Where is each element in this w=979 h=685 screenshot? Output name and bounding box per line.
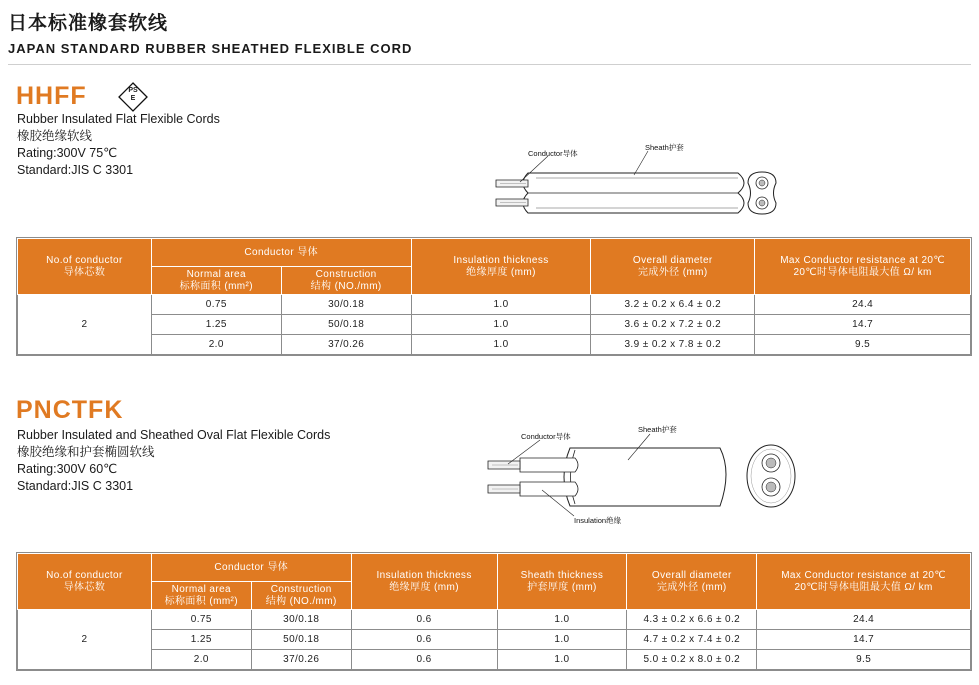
pnctfk-td-construction: 50/0.18: [251, 630, 351, 650]
hhff-th-area: [151, 267, 281, 295]
pnctfk-th-conductor-no-cn: 导体芯数: [63, 581, 106, 593]
hhff-td-construction: 37/0.26: [281, 335, 411, 355]
hhff-spec-table: [17, 238, 971, 355]
hhff-td-area: 0.75: [151, 295, 281, 315]
hhff-desc-cn: 橡胶绝缘软线: [17, 129, 93, 143]
pnctfk-title: PNCTFK: [16, 396, 124, 424]
hhff-th-construction: [281, 267, 411, 295]
hhff-th-conductor-no-en: No.of conductor: [46, 254, 123, 266]
pnctfk-th-sheath-en: Sheath thickness: [520, 569, 604, 581]
page-title-en: JAPAN STANDARD RUBBER SHEATHED FLEXIBLE CORD: [8, 41, 413, 56]
pnctfk-th-area: [151, 582, 251, 610]
hhff-th-diameter-cn: 完成外径 (mm): [637, 266, 708, 278]
hhff-td-resistance: 24.4: [755, 295, 971, 315]
hhff-th-insulation-en: Insulation thickness: [453, 254, 549, 266]
pse-logo-text: [118, 87, 148, 103]
hhff-th-construction-cn: 结构 (NO./mm): [310, 280, 382, 292]
hhff-th-resistance-cn: 20℃时导体电阻最大值 Ω/ km: [793, 266, 932, 278]
pnctfk-th-diameter-en: Overall diameter: [651, 569, 732, 581]
hhff-td-insulation: 1.0: [411, 295, 591, 315]
pnctfk-td-area: 2.0: [151, 650, 251, 670]
hhff-th-insulation: [411, 239, 591, 295]
pnctfk-th-insulation-cn: 绝缘厚度 (mm): [389, 581, 459, 593]
pnctfk-td-construction: 37/0.26: [251, 650, 351, 670]
hhff-description: [17, 111, 220, 179]
hhff-th-resistance: [755, 239, 971, 295]
table-row: [18, 335, 971, 355]
pnctfk-td-diameter: 4.7 ± 0.2 x 7.4 ± 0.2: [627, 630, 757, 650]
hhff-rating: Rating:300V 75℃: [17, 146, 118, 160]
pnctfk-th-conductor-no-en: No.of conductor: [46, 569, 123, 581]
hhff-td-diameter: 3.2 ± 0.2 x 6.4 ± 0.2: [591, 295, 755, 315]
pnctfk-th-diameter: [627, 554, 757, 610]
pnctfk-td-resistance: 24.4: [757, 610, 971, 630]
pnctfk-td-resistance: 9.5: [757, 650, 971, 670]
pnctfk-th-resistance-cn: 20℃时导体电阻最大值 Ω/ km: [794, 581, 933, 593]
pnctfk-insulation-label: Insulation绝缘: [574, 516, 622, 525]
pnctfk-th-diameter-cn: 完成外径 (mm): [656, 581, 727, 593]
pnctfk-th-sheath: [497, 554, 627, 610]
pnctfk-th-insulation: [351, 554, 497, 610]
pnctfk-spec-table: [17, 553, 971, 670]
hhff-th-diameter: [591, 239, 755, 295]
hhff-title: HHFF: [16, 82, 87, 110]
pnctfk-td-sheath: 1.0: [497, 610, 627, 630]
pse-logo-line-2: E: [130, 95, 136, 102]
pnctfk-th-insulation-en: Insulation thickness: [376, 569, 472, 581]
pnctfk-rating: Rating:300V 60℃: [17, 462, 118, 476]
hhff-td-area: 2.0: [151, 335, 281, 355]
hhff-th-area-en: Normal area: [186, 268, 246, 280]
hhff-th-insulation-cn: 绝缘厚度 (mm): [466, 266, 536, 278]
hhff-td-diameter: 3.9 ± 0.2 x 7.8 ± 0.2: [591, 335, 755, 355]
hhff-td-construction: 50/0.18: [281, 315, 411, 335]
pnctfk-sheath-label: Sheath护套: [638, 425, 677, 434]
pnctfk-td-insulation: 0.6: [351, 610, 497, 630]
pse-logo-line-1: PS: [128, 87, 138, 94]
hhff-td-resistance: 9.5: [755, 335, 971, 355]
pnctfk-conductor-label: Conductor导体: [521, 432, 571, 441]
pnctfk-th-conductor: Conductor 导体: [151, 554, 351, 582]
hhff-th-conductor-no: [18, 239, 152, 295]
hhff-td-diameter: 3.6 ± 0.2 x 7.2 ± 0.2: [591, 315, 755, 335]
table-row: [18, 315, 971, 335]
hhff-th-conductor-no-cn: 导体芯数: [63, 266, 106, 278]
header-divider: [8, 64, 971, 65]
pnctfk-desc-cn: 橡胶绝缘和护套椭圆软线: [17, 445, 155, 459]
hhff-td-conductors: 2: [18, 295, 152, 355]
pnctfk-th-resistance: [757, 554, 971, 610]
pnctfk-td-construction: 30/0.18: [251, 610, 351, 630]
hhff-td-resistance: 14.7: [755, 315, 971, 335]
pnctfk-td-insulation: 0.6: [351, 630, 497, 650]
pnctfk-description: [17, 427, 330, 495]
table-row: [18, 610, 971, 630]
pnctfk-td-resistance: 14.7: [757, 630, 971, 650]
hhff-standard: Standard:JIS C 3301: [17, 163, 134, 177]
hhff-th-diameter-en: Overall diameter: [632, 254, 713, 266]
pnctfk-th-area-cn: 标称面积 (mm²): [164, 595, 239, 607]
pnctfk-th-conductor-no: [18, 554, 152, 610]
pnctfk-td-area: 1.25: [151, 630, 251, 650]
hhff-desc-en: Rubber Insulated Flat Flexible Cords: [17, 112, 220, 126]
pnctfk-td-sheath: 1.0: [497, 630, 627, 650]
hhff-th-conductor: Conductor 导体: [151, 239, 411, 267]
pnctfk-th-resistance-en: Max Conductor resistance at 20℃: [781, 569, 947, 581]
pnctfk-th-sheath-cn: 护套厚度 (mm): [527, 581, 597, 593]
pnctfk-th-construction-en: Construction: [270, 583, 332, 595]
table-row: [18, 295, 971, 315]
pnctfk-td-diameter: 4.3 ± 0.2 x 6.6 ± 0.2: [627, 610, 757, 630]
pnctfk-th-area-en: Normal area: [171, 583, 232, 595]
pnctfk-td-area: 0.75: [151, 610, 251, 630]
pnctfk-standard: Standard:JIS C 3301: [17, 479, 134, 493]
pnctfk-td-conductors: 2: [18, 610, 152, 670]
hhff-td-insulation: 1.0: [411, 335, 591, 355]
pnctfk-th-construction-cn: 结构 (NO./mm): [265, 595, 337, 607]
hhff-th-area-cn: 标称面积 (mm²): [179, 280, 253, 292]
pnctfk-th-construction: [251, 582, 351, 610]
table-row: [18, 630, 971, 650]
hhff-td-construction: 30/0.18: [281, 295, 411, 315]
pnctfk-td-sheath: 1.0: [497, 650, 627, 670]
hhff-td-area: 1.25: [151, 315, 281, 335]
hhff-th-construction-en: Construction: [315, 268, 377, 280]
table-row: [18, 650, 971, 670]
page-title-cn: 日本标准橡套软线: [8, 13, 169, 34]
pnctfk-td-diameter: 5.0 ± 0.2 x 8.0 ± 0.2: [627, 650, 757, 670]
hhff-th-resistance-en: Max Conductor resistance at 20℃: [780, 254, 945, 266]
hhff-sheath-label: Sheath护套: [645, 143, 684, 152]
hhff-td-insulation: 1.0: [411, 315, 591, 335]
pnctfk-td-insulation: 0.6: [351, 650, 497, 670]
hhff-conductor-label: Conductor导体: [528, 149, 578, 158]
pnctfk-desc-en: Rubber Insulated and Sheathed Oval Flat Flexible Cords: [17, 428, 331, 442]
